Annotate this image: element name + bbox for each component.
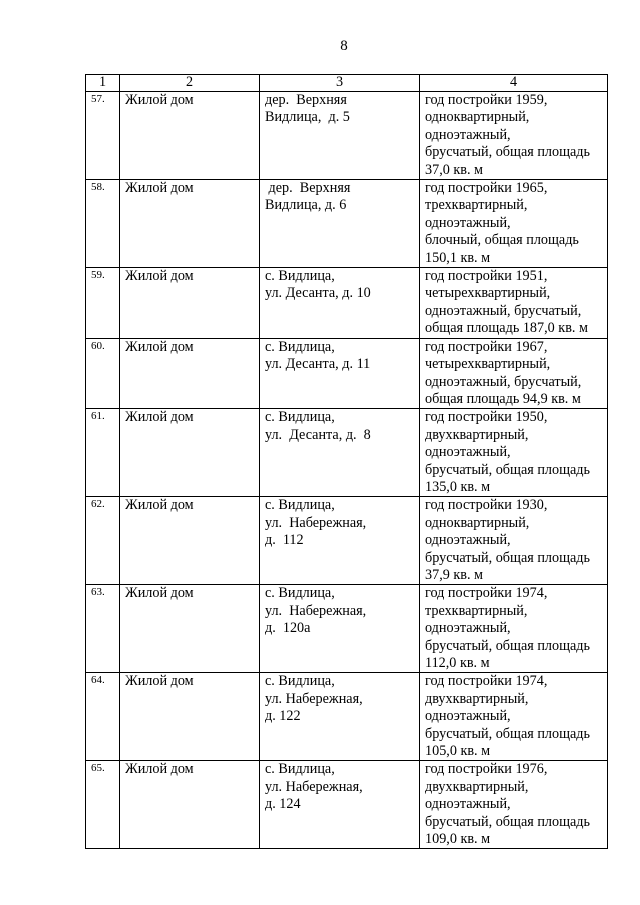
- description-line: двухквартирный,: [425, 778, 529, 795]
- description-line: двухквартирный,: [425, 426, 529, 443]
- table-row: [86, 268, 608, 339]
- row-number: 59.: [86, 268, 120, 339]
- description-line: одноэтажный,: [425, 214, 511, 231]
- object-address: [260, 409, 420, 497]
- description-line: брусчатый, общая площадь: [425, 637, 590, 654]
- row-number: 57.: [86, 92, 120, 180]
- description-line: одноэтажный,: [425, 620, 511, 637]
- address-line: с. Видлица,: [265, 409, 335, 426]
- object-description: [420, 180, 608, 268]
- object-name: Жилой дом: [120, 180, 260, 268]
- table-header: [86, 75, 608, 92]
- address-line: ул. Десанта, д. 10: [265, 285, 371, 302]
- description-line: брусчатый, общая площадь: [425, 461, 590, 478]
- description-line: трехквартирный,: [425, 602, 528, 619]
- object-name: Жилой дом: [120, 585, 260, 673]
- row-number: 58.: [86, 180, 120, 268]
- description-line: брусчатый, общая площадь: [425, 549, 590, 566]
- table-row: [86, 673, 608, 761]
- description-line: одноэтажный, брусчатый,: [425, 373, 582, 390]
- object-description: [420, 497, 608, 585]
- description-line: год постройки 1965,: [425, 180, 548, 197]
- description-line: год постройки 1976,: [425, 761, 548, 778]
- description-line: общая площадь 94,9 кв. м: [425, 390, 581, 407]
- description-line: четырехквартирный,: [425, 356, 551, 373]
- description-line: год постройки 1951,: [425, 268, 548, 285]
- row-number: 64.: [86, 673, 120, 761]
- description-line: трехквартирный,: [425, 197, 528, 214]
- object-address: [260, 673, 420, 761]
- object-description: [420, 673, 608, 761]
- description-line: одноквартирный,: [425, 109, 530, 126]
- description-line: год постройки 1974,: [425, 585, 548, 602]
- table-row: [86, 761, 608, 849]
- address-line: с. Видлица,: [265, 761, 335, 778]
- description-line: 105,0 кв. м: [425, 743, 491, 760]
- description-line: четырехквартирный,: [425, 285, 551, 302]
- table-row: [86, 180, 608, 268]
- description-line: год постройки 1967,: [425, 338, 548, 355]
- table-row: [86, 497, 608, 585]
- object-address: [260, 761, 420, 849]
- description-line: год постройки 1930,: [425, 497, 548, 514]
- object-address: [260, 338, 420, 409]
- column-header-3: 3: [260, 75, 420, 92]
- column-header-1: 1: [86, 75, 120, 92]
- address-line: д. 120а: [265, 620, 311, 637]
- description-line: год постройки 1959,: [425, 92, 548, 108]
- table-row: [86, 92, 608, 180]
- description-line: одноэтажный,: [425, 796, 511, 813]
- table-row: [86, 585, 608, 673]
- object-description: [420, 268, 608, 339]
- address-line: ул. Набережная,: [265, 690, 363, 707]
- address-line: с. Видлица,: [265, 673, 335, 690]
- column-header-4: 4: [420, 75, 608, 92]
- description-line: 150,1 кв. м: [425, 249, 491, 266]
- description-line: год постройки 1974,: [425, 673, 548, 690]
- description-line: одноэтажный,: [425, 126, 511, 143]
- object-address: [260, 268, 420, 339]
- description-line: 135,0 кв. м: [425, 478, 491, 495]
- object-name: Жилой дом: [120, 92, 260, 180]
- description-line: год постройки 1950,: [425, 409, 548, 426]
- address-line: с. Видлица,: [265, 268, 335, 285]
- address-line: с. Видлица,: [265, 338, 335, 355]
- object-address: [260, 180, 420, 268]
- description-line: одноэтажный,: [425, 708, 511, 725]
- description-line: одноэтажный,: [425, 444, 511, 461]
- address-line: с. Видлица,: [265, 585, 335, 602]
- description-line: одноэтажный,: [425, 532, 511, 549]
- address-line: д. 112: [265, 532, 304, 549]
- table-body: [86, 92, 608, 849]
- header-row: [86, 75, 608, 92]
- object-description: [420, 338, 608, 409]
- object-name: Жилой дом: [120, 673, 260, 761]
- description-line: двухквартирный,: [425, 690, 529, 707]
- description-line: брусчатый, общая площадь: [425, 725, 590, 742]
- property-table: [85, 74, 608, 849]
- description-line: брусчатый, общая площадь: [425, 144, 590, 161]
- description-line: одноквартирный,: [425, 514, 530, 531]
- address-line: дер. Верхняя: [265, 180, 351, 197]
- row-number: 63.: [86, 585, 120, 673]
- object-name: Жилой дом: [120, 409, 260, 497]
- object-name: Жилой дом: [120, 497, 260, 585]
- object-name: Жилой дом: [120, 761, 260, 849]
- page-number: 8: [340, 38, 348, 54]
- address-line: д. 122: [265, 708, 301, 725]
- address-line: ул. Набережная,: [265, 602, 367, 619]
- address-line: ул. Десанта, д. 8: [265, 426, 371, 443]
- description-line: блочный, общая площадь: [425, 232, 579, 249]
- description-line: 112,0 кв. м: [425, 655, 490, 671]
- address-line: Видлица, д. 6: [265, 197, 347, 214]
- address-line: с. Видлица,: [265, 497, 335, 514]
- object-description: [420, 409, 608, 497]
- description-line: брусчатый, общая площадь: [425, 813, 590, 830]
- row-number: 60.: [86, 338, 120, 409]
- description-line: одноэтажный, брусчатый,: [425, 302, 582, 319]
- object-name: Жилой дом: [120, 268, 260, 339]
- column-header-2: 2: [120, 75, 260, 92]
- address-line: Видлица, д. 5: [265, 109, 350, 126]
- description-line: 37,0 кв. м: [425, 161, 484, 178]
- object-description: [420, 585, 608, 673]
- row-number: 61.: [86, 409, 120, 497]
- description-line: 37,9 кв. м: [425, 566, 484, 583]
- address-line: дер. Верхняя: [265, 92, 347, 108]
- address-line: д. 124: [265, 796, 301, 813]
- object-address: [260, 497, 420, 585]
- table-row: [86, 338, 608, 409]
- description-line: 109,0 кв. м: [425, 831, 491, 848]
- row-number: 65.: [86, 761, 120, 849]
- description-line: общая площадь 187,0 кв. м: [425, 320, 588, 337]
- address-line: ул. Десанта, д. 11: [265, 356, 371, 373]
- row-number: 62.: [86, 497, 120, 585]
- object-description: [420, 92, 608, 180]
- object-address: [260, 585, 420, 673]
- address-line: ул. Набережная,: [265, 778, 363, 795]
- table-row: [86, 409, 608, 497]
- object-name: Жилой дом: [120, 338, 260, 409]
- address-line: ул. Набережная,: [265, 514, 367, 531]
- object-address: [260, 92, 420, 180]
- object-description: [420, 761, 608, 849]
